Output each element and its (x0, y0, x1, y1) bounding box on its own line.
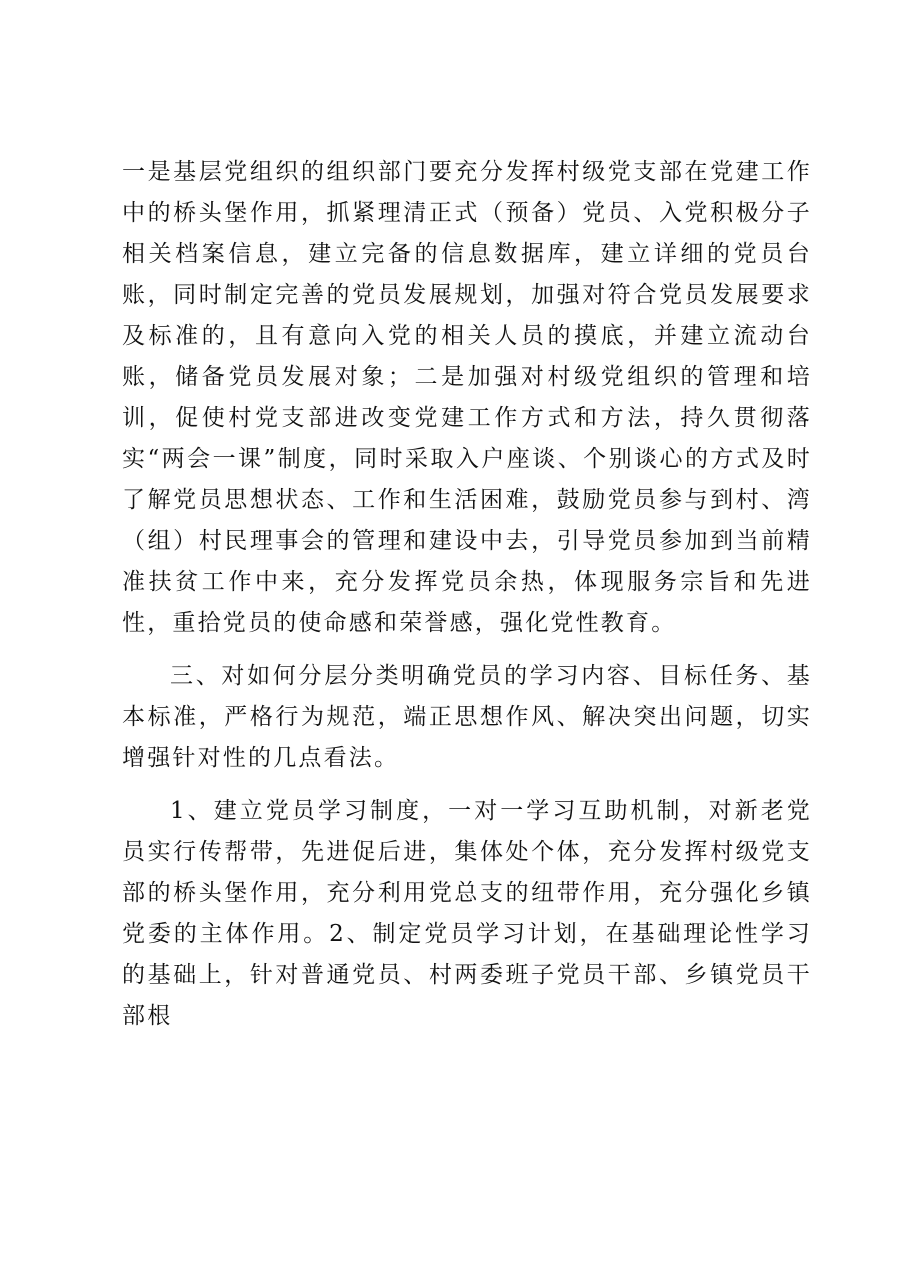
paragraph-1: 一是基层党组织的组织部门要充分发挥村级党支部在党建工作中的桥头堡作用，抓紧理清正式（预备）党员、入党积极分子相关档案信息，建立完备的信息数据库，建立详细的党员台账，同时制定完善的党员发展规划，加强对符合党员发展要求及标准的，且有意向入党的相关人员的摸底，并建立流动台账，储备党员发展对象；二是加强对村级党组织的管理和培训，促使村党支部进改变党建工作方式和方法，持久贯彻落实“两会一课”制度，同时采取入户座谈、个别谈心的方式及时了解党员思想状态、工作和生活困难，鼓励党员参与到村、湾（组）村民理事会的管理和建设中去，引导党员参加到当前精准扶贫工作中来，充分发挥党员余热，体现服务宗旨和先进性，重拾党员的使命感和荣誉感，强化党性教育。 (122, 159, 812, 636)
paragraph-3: 1、建立党员学习制度，一对一学习互助机制，对新老党员实行传帮带，先进促后进，集体处个体，充分发挥村级党支部的桥头堡作用，充分利用党总支的纽带作用，充分强化乡镇党委的主体作用。2、制定党员学习计划，在基础理论性学习的基础上，针对普通党员、村两委班子党员干部、乡镇党员干部根 (122, 798, 812, 1029)
paragraph-2: 三、对如何分层分类明确党员的学习内容、目标任务、基本标准，严格行为规范，端正思想作风、解决突出问题，切实增强针对性的几点看法。 (122, 663, 812, 771)
document-body (122, 152, 812, 1049)
